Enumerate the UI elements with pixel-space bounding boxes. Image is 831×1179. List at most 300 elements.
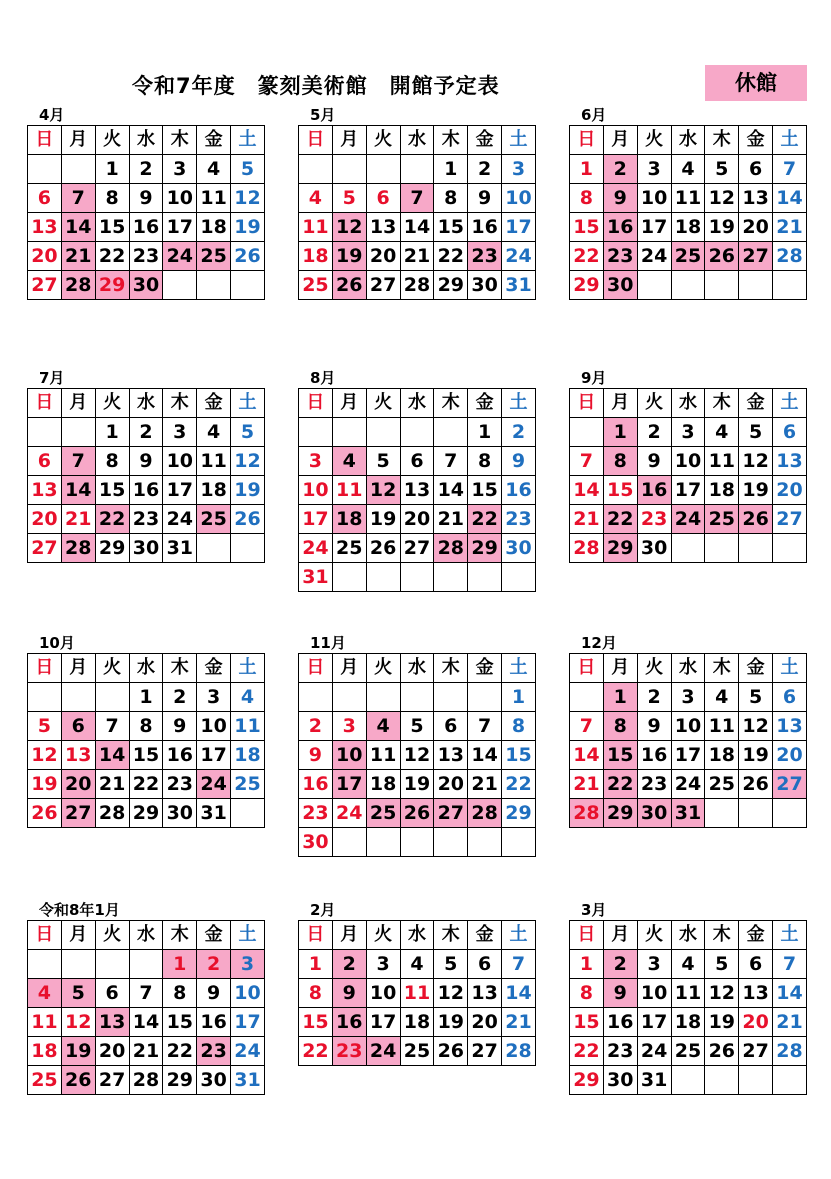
day-cell: 15 <box>603 741 637 770</box>
day-cell: 18 <box>400 1008 434 1037</box>
day-cell: 12 <box>28 741 62 770</box>
empty-cell <box>434 683 468 712</box>
day-cell: 7 <box>570 712 604 741</box>
day-cell: 16 <box>163 741 197 770</box>
weekday-header: 木 <box>434 654 468 683</box>
empty-cell <box>739 534 773 563</box>
day-cell: 18 <box>705 476 739 505</box>
weekday-header: 日 <box>28 654 62 683</box>
day-cell: 9 <box>129 447 163 476</box>
day-cell: 9 <box>129 184 163 213</box>
day-cell: 26 <box>739 770 773 799</box>
day-cell: 15 <box>603 476 637 505</box>
day-cell: 20 <box>739 213 773 242</box>
month-calendar <box>298 371 536 592</box>
weekday-header: 土 <box>502 921 536 950</box>
day-cell: 6 <box>95 979 129 1008</box>
weekday-header: 水 <box>671 389 705 418</box>
month-label: 5月 <box>310 106 336 124</box>
day-cell: 30 <box>637 534 671 563</box>
day-cell: 13 <box>61 741 95 770</box>
day-cell: 19 <box>231 213 265 242</box>
day-cell: 15 <box>468 476 502 505</box>
weekday-header: 月 <box>332 126 366 155</box>
day-cell: 22 <box>468 505 502 534</box>
day-cell: 11 <box>366 741 400 770</box>
day-cell: 2 <box>603 155 637 184</box>
day-cell: 8 <box>95 184 129 213</box>
weekday-header: 金 <box>197 921 231 950</box>
day-cell: 28 <box>468 799 502 828</box>
day-cell: 2 <box>129 155 163 184</box>
day-cell: 11 <box>400 979 434 1008</box>
empty-cell <box>28 950 62 979</box>
month-label: 4月 <box>39 106 65 124</box>
weekday-header: 月 <box>603 921 637 950</box>
day-cell: 14 <box>570 476 604 505</box>
weekday-header: 月 <box>61 654 95 683</box>
day-cell: 21 <box>570 770 604 799</box>
day-cell: 24 <box>671 770 705 799</box>
weekday-header: 火 <box>366 126 400 155</box>
day-cell: 23 <box>502 505 536 534</box>
empty-cell <box>502 563 536 592</box>
empty-cell <box>332 155 366 184</box>
empty-cell <box>28 155 62 184</box>
empty-cell <box>299 155 333 184</box>
day-cell: 16 <box>129 476 163 505</box>
day-cell: 9 <box>299 741 333 770</box>
day-cell: 26 <box>332 271 366 300</box>
day-cell: 24 <box>332 799 366 828</box>
day-cell: 17 <box>299 505 333 534</box>
weekday-header: 日 <box>28 921 62 950</box>
weekday-header: 水 <box>671 921 705 950</box>
day-cell: 3 <box>502 155 536 184</box>
day-cell: 7 <box>95 712 129 741</box>
day-cell: 12 <box>231 184 265 213</box>
day-cell: 11 <box>197 447 231 476</box>
empty-cell <box>705 271 739 300</box>
day-cell: 3 <box>637 155 671 184</box>
day-cell: 20 <box>773 741 807 770</box>
day-cell: 10 <box>366 979 400 1008</box>
day-cell: 23 <box>637 770 671 799</box>
day-cell: 27 <box>61 799 95 828</box>
day-cell: 26 <box>705 1037 739 1066</box>
day-cell: 7 <box>61 447 95 476</box>
day-cell: 14 <box>773 184 807 213</box>
empty-cell <box>400 155 434 184</box>
weekday-header: 木 <box>705 921 739 950</box>
day-cell: 25 <box>705 505 739 534</box>
day-cell: 28 <box>61 271 95 300</box>
weekday-header: 日 <box>570 654 604 683</box>
day-cell: 22 <box>570 1037 604 1066</box>
weekday-header: 火 <box>95 126 129 155</box>
day-cell: 7 <box>468 712 502 741</box>
day-cell: 18 <box>197 213 231 242</box>
day-cell: 24 <box>637 242 671 271</box>
day-cell: 3 <box>299 447 333 476</box>
day-cell: 9 <box>502 447 536 476</box>
day-cell: 11 <box>671 184 705 213</box>
weekday-header: 月 <box>603 389 637 418</box>
day-cell: 23 <box>163 770 197 799</box>
day-cell: 29 <box>570 271 604 300</box>
day-cell: 30 <box>468 271 502 300</box>
day-cell: 22 <box>129 770 163 799</box>
empty-cell <box>671 534 705 563</box>
day-cell: 4 <box>671 155 705 184</box>
day-cell: 23 <box>129 242 163 271</box>
day-cell: 24 <box>637 1037 671 1066</box>
day-cell: 20 <box>468 1008 502 1037</box>
month-table <box>569 653 807 828</box>
day-cell: 30 <box>197 1066 231 1095</box>
month-calendar <box>569 636 807 828</box>
day-cell: 20 <box>773 476 807 505</box>
empty-cell <box>773 534 807 563</box>
weekday-header: 月 <box>61 921 95 950</box>
day-cell: 29 <box>434 271 468 300</box>
empty-cell <box>739 799 773 828</box>
day-cell: 28 <box>773 242 807 271</box>
day-cell: 8 <box>434 184 468 213</box>
day-cell: 18 <box>332 505 366 534</box>
day-cell: 30 <box>603 271 637 300</box>
month-table <box>27 653 265 828</box>
day-cell: 15 <box>570 213 604 242</box>
day-cell: 4 <box>705 683 739 712</box>
weekday-header: 水 <box>671 126 705 155</box>
day-cell: 17 <box>671 476 705 505</box>
day-cell: 10 <box>502 184 536 213</box>
day-cell: 19 <box>705 1008 739 1037</box>
empty-cell <box>773 1066 807 1095</box>
day-cell: 30 <box>502 534 536 563</box>
month-table <box>298 388 536 592</box>
empty-cell <box>61 155 95 184</box>
empty-cell <box>366 828 400 857</box>
weekday-header: 火 <box>95 654 129 683</box>
day-cell: 23 <box>637 505 671 534</box>
empty-cell <box>163 271 197 300</box>
day-cell: 6 <box>468 950 502 979</box>
day-cell: 19 <box>61 1037 95 1066</box>
day-cell: 7 <box>773 155 807 184</box>
weekday-header: 水 <box>400 389 434 418</box>
day-cell: 26 <box>231 242 265 271</box>
day-cell: 1 <box>603 418 637 447</box>
empty-cell <box>468 683 502 712</box>
weekday-header: 日 <box>299 126 333 155</box>
day-cell: 25 <box>671 1037 705 1066</box>
day-cell: 19 <box>400 770 434 799</box>
empty-cell <box>332 418 366 447</box>
month-calendar <box>298 108 536 300</box>
day-cell: 31 <box>299 563 333 592</box>
month-table <box>27 920 265 1095</box>
day-cell: 25 <box>705 770 739 799</box>
day-cell: 10 <box>637 184 671 213</box>
day-cell: 2 <box>299 712 333 741</box>
day-cell: 28 <box>434 534 468 563</box>
day-cell: 1 <box>570 155 604 184</box>
day-cell: 13 <box>28 476 62 505</box>
day-cell: 19 <box>739 476 773 505</box>
weekday-header: 水 <box>129 654 163 683</box>
month-calendar <box>27 903 265 1095</box>
day-cell: 28 <box>570 799 604 828</box>
month-calendar <box>27 371 265 563</box>
day-cell: 11 <box>705 712 739 741</box>
empty-cell <box>705 534 739 563</box>
day-cell: 18 <box>705 741 739 770</box>
day-cell: 14 <box>61 476 95 505</box>
weekday-header: 木 <box>434 389 468 418</box>
day-cell: 15 <box>502 741 536 770</box>
day-cell: 12 <box>231 447 265 476</box>
day-cell: 22 <box>603 770 637 799</box>
weekday-header: 木 <box>163 921 197 950</box>
day-cell: 1 <box>502 683 536 712</box>
day-cell: 4 <box>705 418 739 447</box>
day-cell: 19 <box>28 770 62 799</box>
day-cell: 27 <box>773 770 807 799</box>
day-cell: 24 <box>299 534 333 563</box>
empty-cell <box>231 799 265 828</box>
day-cell: 5 <box>332 184 366 213</box>
day-cell: 9 <box>603 184 637 213</box>
weekday-header: 水 <box>129 126 163 155</box>
day-cell: 10 <box>197 712 231 741</box>
day-cell: 17 <box>163 213 197 242</box>
day-cell: 18 <box>28 1037 62 1066</box>
day-cell: 4 <box>400 950 434 979</box>
day-cell: 18 <box>197 476 231 505</box>
day-cell: 8 <box>299 979 333 1008</box>
day-cell: 21 <box>61 242 95 271</box>
day-cell: 23 <box>468 242 502 271</box>
day-cell: 11 <box>705 447 739 476</box>
day-cell: 13 <box>366 213 400 242</box>
day-cell: 28 <box>400 271 434 300</box>
weekday-header: 火 <box>637 126 671 155</box>
weekday-header: 火 <box>637 921 671 950</box>
day-cell: 24 <box>163 505 197 534</box>
day-cell: 25 <box>332 534 366 563</box>
day-cell: 5 <box>366 447 400 476</box>
day-cell: 16 <box>129 213 163 242</box>
day-cell: 24 <box>231 1037 265 1066</box>
day-cell: 29 <box>603 799 637 828</box>
day-cell: 22 <box>95 242 129 271</box>
day-cell: 2 <box>129 418 163 447</box>
empty-cell <box>739 1066 773 1095</box>
weekday-header: 土 <box>502 389 536 418</box>
day-cell: 21 <box>773 1008 807 1037</box>
empty-cell <box>28 683 62 712</box>
day-cell: 16 <box>502 476 536 505</box>
day-cell: 23 <box>603 1037 637 1066</box>
day-cell: 16 <box>603 1008 637 1037</box>
day-cell: 20 <box>400 505 434 534</box>
empty-cell <box>366 683 400 712</box>
month-label: 6月 <box>581 106 607 124</box>
day-cell: 11 <box>231 712 265 741</box>
day-cell: 4 <box>197 155 231 184</box>
day-cell: 15 <box>95 476 129 505</box>
day-cell: 21 <box>129 1037 163 1066</box>
day-cell: 31 <box>197 799 231 828</box>
day-cell: 16 <box>332 1008 366 1037</box>
day-cell: 26 <box>400 799 434 828</box>
day-cell: 25 <box>299 271 333 300</box>
day-cell: 20 <box>366 242 400 271</box>
weekday-header: 土 <box>502 126 536 155</box>
day-cell: 14 <box>129 1008 163 1037</box>
day-cell: 13 <box>28 213 62 242</box>
day-cell: 25 <box>671 242 705 271</box>
day-cell: 8 <box>603 712 637 741</box>
day-cell: 22 <box>163 1037 197 1066</box>
day-cell: 11 <box>332 476 366 505</box>
day-cell: 31 <box>231 1066 265 1095</box>
day-cell: 9 <box>163 712 197 741</box>
day-cell: 12 <box>400 741 434 770</box>
empty-cell <box>366 563 400 592</box>
empty-cell <box>705 1066 739 1095</box>
day-cell: 15 <box>299 1008 333 1037</box>
day-cell: 2 <box>332 950 366 979</box>
day-cell: 4 <box>197 418 231 447</box>
day-cell: 18 <box>299 242 333 271</box>
day-cell: 17 <box>163 476 197 505</box>
day-cell: 26 <box>366 534 400 563</box>
day-cell: 9 <box>468 184 502 213</box>
day-cell: 7 <box>570 447 604 476</box>
empty-cell <box>570 683 604 712</box>
day-cell: 27 <box>28 534 62 563</box>
day-cell: 25 <box>366 799 400 828</box>
day-cell: 13 <box>739 979 773 1008</box>
day-cell: 30 <box>163 799 197 828</box>
weekday-header: 火 <box>637 389 671 418</box>
day-cell: 3 <box>366 950 400 979</box>
day-cell: 2 <box>163 683 197 712</box>
month-calendar <box>569 903 807 1095</box>
day-cell: 16 <box>299 770 333 799</box>
day-cell: 18 <box>366 770 400 799</box>
day-cell: 17 <box>197 741 231 770</box>
empty-cell <box>502 828 536 857</box>
weekday-header: 火 <box>366 389 400 418</box>
month-table <box>27 125 265 300</box>
weekday-header: 金 <box>197 654 231 683</box>
weekday-header: 水 <box>400 126 434 155</box>
weekday-header: 月 <box>603 654 637 683</box>
day-cell: 5 <box>739 683 773 712</box>
day-cell: 7 <box>434 447 468 476</box>
day-cell: 22 <box>299 1037 333 1066</box>
day-cell: 17 <box>231 1008 265 1037</box>
day-cell: 25 <box>197 242 231 271</box>
day-cell: 5 <box>231 155 265 184</box>
day-cell: 31 <box>637 1066 671 1095</box>
day-cell: 12 <box>366 476 400 505</box>
day-cell: 10 <box>299 476 333 505</box>
day-cell: 26 <box>231 505 265 534</box>
day-cell: 19 <box>739 741 773 770</box>
day-cell: 23 <box>332 1037 366 1066</box>
day-cell: 10 <box>163 184 197 213</box>
day-cell: 11 <box>299 213 333 242</box>
day-cell: 31 <box>163 534 197 563</box>
day-cell: 1 <box>163 950 197 979</box>
day-cell: 17 <box>332 770 366 799</box>
day-cell: 10 <box>332 741 366 770</box>
day-cell: 16 <box>637 476 671 505</box>
day-cell: 14 <box>773 979 807 1008</box>
day-cell: 27 <box>95 1066 129 1095</box>
weekday-header: 水 <box>400 654 434 683</box>
weekday-header: 日 <box>570 126 604 155</box>
day-cell: 12 <box>705 184 739 213</box>
month-label: 2月 <box>310 901 336 919</box>
day-cell: 7 <box>61 184 95 213</box>
empty-cell <box>570 418 604 447</box>
day-cell: 3 <box>231 950 265 979</box>
empty-cell <box>705 799 739 828</box>
empty-cell <box>434 418 468 447</box>
month-label: 3月 <box>581 901 607 919</box>
day-cell: 30 <box>129 534 163 563</box>
day-cell: 13 <box>773 712 807 741</box>
day-cell: 22 <box>502 770 536 799</box>
day-cell: 1 <box>95 418 129 447</box>
day-cell: 7 <box>502 950 536 979</box>
day-cell: 25 <box>28 1066 62 1095</box>
day-cell: 12 <box>705 979 739 1008</box>
day-cell: 6 <box>400 447 434 476</box>
day-cell: 9 <box>603 979 637 1008</box>
empty-cell <box>299 418 333 447</box>
empty-cell <box>95 683 129 712</box>
day-cell: 3 <box>163 155 197 184</box>
day-cell: 14 <box>570 741 604 770</box>
weekday-header: 木 <box>163 126 197 155</box>
day-cell: 25 <box>400 1037 434 1066</box>
weekday-header: 木 <box>705 389 739 418</box>
empty-cell <box>61 683 95 712</box>
day-cell: 21 <box>95 770 129 799</box>
month-label: 12月 <box>581 634 617 652</box>
weekday-header: 木 <box>705 126 739 155</box>
day-cell: 13 <box>95 1008 129 1037</box>
day-cell: 3 <box>163 418 197 447</box>
empty-cell <box>366 418 400 447</box>
day-cell: 29 <box>95 534 129 563</box>
day-cell: 6 <box>739 155 773 184</box>
day-cell: 4 <box>231 683 265 712</box>
day-cell: 27 <box>739 1037 773 1066</box>
month-label: 11月 <box>310 634 346 652</box>
day-cell: 6 <box>28 447 62 476</box>
day-cell: 13 <box>468 979 502 1008</box>
day-cell: 30 <box>299 828 333 857</box>
day-cell: 1 <box>468 418 502 447</box>
